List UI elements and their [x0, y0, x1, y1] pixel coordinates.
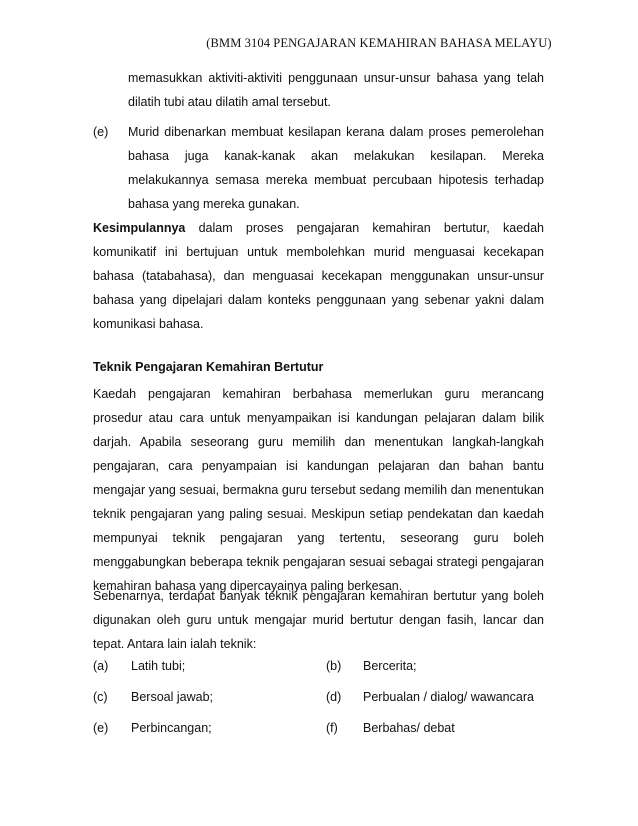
text-line: dilatih tubi atau dilatih amal tersebut.	[128, 95, 331, 109]
technique-item: Latih tubi;	[131, 659, 186, 673]
text-line	[93, 216, 544, 240]
conclusion-paragraph	[93, 216, 544, 336]
technique-item: Perbincangan;	[131, 721, 212, 735]
text-line: bahasa yang dipelajari dalam konteks penggunaan yang sebenar yakni dalam	[93, 293, 544, 307]
text-line: Sebenarnya, terdapat banyak teknik pengajaran kemahiran bertutur yang boleh	[93, 589, 544, 603]
text-line: pengajaran, cara penyampaian isi kandungan pelajaran dan bahan bantu	[93, 459, 544, 473]
text-line: bahasa (tatabahasa), dan menguasai kecekapan menggunakan unsur-unsur	[93, 269, 544, 283]
text-fragment: dalam proses pengajaran kemahiran bertutur, kaedah	[198, 221, 544, 235]
technique-marker: (a)	[93, 659, 109, 673]
technique-marker: (d)	[326, 690, 342, 704]
text-line: teknik pengajaran yang paling sesuai. Meskipun setiap pendekatan dan kaedah	[93, 507, 544, 521]
text-line: menggabungkan beberapa teknik pengajaran sesuai sebagai strategi pengajaran	[93, 555, 544, 569]
method-paragraph	[93, 382, 544, 598]
text-line: bahasa juga kanak-kanak akan melakukan kesilapan. Mereka	[128, 149, 544, 163]
text-line: mempunyai teknik pengajaran yang tertentu, seseorang guru boleh	[93, 531, 544, 545]
list-marker-e: (e)	[93, 125, 109, 139]
technique-marker: (e)	[93, 721, 109, 735]
text-line: komunikatif ini bertujuan untuk membolehkan murid menguasai kecekapan	[93, 245, 544, 259]
technique-item: Berbahas/ debat	[363, 721, 455, 735]
technique-item: Bersoal jawab;	[131, 690, 213, 704]
text-line: bahasa yang mereka gunakan.	[128, 197, 300, 211]
text-line: digunakan oleh guru untuk mengajar murid bertutur dengan fasih, lancar dan	[93, 613, 544, 627]
technique-marker: (b)	[326, 659, 342, 673]
text-line: darjah. Apabila seseorang guru memilih dan menentukan langkah-langkah	[93, 435, 544, 449]
text-line: Kaedah pengajaran kemahiran berbahasa memerlukan guru merancang	[93, 387, 544, 401]
conclusion-keyword: Kesimpulannya	[93, 221, 186, 235]
page-header: (BMM 3104 PENGAJARAN KEMAHIRAN BAHASA MELAYU)	[206, 36, 552, 50]
text-line: prosedur atau cara untuk menyampaikan isi kandungan pelajaran dalam bilik	[93, 411, 544, 425]
text-line: tepat. Antara lain ialah teknik:	[93, 637, 257, 651]
section-heading: Teknik Pengajaran Kemahiran Bertutur	[93, 360, 324, 374]
techniques-intro-paragraph	[93, 584, 544, 656]
text-line: kemahiran bahasa yang dipercayainya paling berkesan.	[93, 579, 403, 593]
technique-row	[93, 654, 553, 678]
technique-row	[93, 685, 553, 709]
list-item-e	[128, 120, 544, 216]
technique-marker: (f)	[326, 721, 338, 735]
text-line: Murid dibenarkan membuat kesilapan kerana dalam proses pemerolehan	[128, 125, 544, 139]
technique-item: Perbualan / dialog/ wawancara	[363, 690, 534, 704]
text-line: komunikasi bahasa.	[93, 317, 204, 331]
technique-marker: (c)	[93, 690, 108, 704]
technique-row	[93, 716, 553, 740]
continued-paragraph	[128, 66, 544, 114]
technique-item: Bercerita;	[363, 659, 417, 673]
text-line: melakukannya semasa mereka membuat percubaan hipotesis terhadap	[128, 173, 544, 187]
text-line: memasukkan aktiviti-aktiviti penggunaan unsur-unsur bahasa yang telah	[128, 71, 544, 85]
text-line: mengajar yang sesuai, bermakna guru tersebut sedang memilih dan menentukan	[93, 483, 544, 497]
